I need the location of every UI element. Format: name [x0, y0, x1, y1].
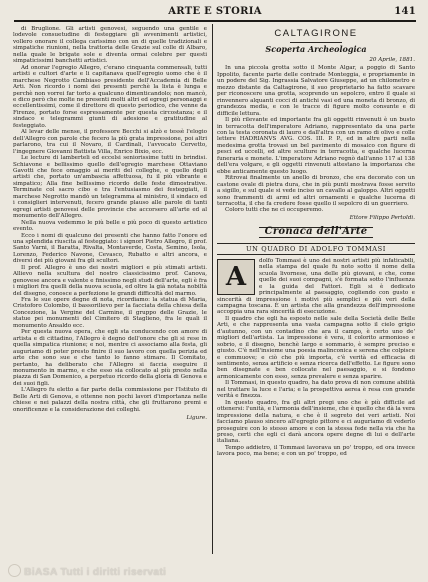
- chronicle-title: Cronaca dell'Arte: [259, 227, 374, 237]
- left-column: [13, 26, 207, 554]
- right-paragraph: Ritrovai finalmente un anello di bronzo, che era decorato con un castone ovale di pietra dura, che in più punti mostrava fosse servito a sigillo, e sul quale si vede inciso un cavallo al galoppo. Altri oggetti sono frammenti di armi ed altri ornamenti e qualche lucerna di terracotta, il che fa credere fosse quello il sepolcro di un guerriero.: [217, 175, 415, 207]
- left-paragraph: Al levar delle mense, il professore Becchi si alzò e tessè l'elogio dell'Allegro con parole che fecero la più grata impressione, poi altri parlarono, tra cui il Novaro, il Cardinali, l'avvocato Cervetto, l'ingegnere Giovanni Battista Villa, Enrico Bixio, ecc.: [13, 129, 207, 155]
- dropcap-ornament: [217, 259, 255, 295]
- article-title: UN QUADRO DI ADOLFO TOMMASI: [217, 243, 415, 255]
- right-paragraph: Coloro tutti che ne ci occuperemo.: [225, 207, 324, 214]
- watermark-text: BiASA Tutti i diritti riservati: [24, 566, 167, 578]
- watermark-logo-icon: [8, 564, 21, 577]
- left-signature: Ligure.: [186, 415, 207, 422]
- header-rule: [14, 20, 416, 22]
- left-paragraph: di Bruglione. Gli artisti genovesi, seguendo una gentile e lodevole consuetudine di festeggiare gli avvenimenti artistici, vollero onorare il collega carissimo con un di quelle tradizionali e simpatiche riunioni, nella trattoria delle Grazie sul colle di Albaro, nella quale le brigate sole e diventa ormai celebre per questi simpaticissimi banchetti artistici.: [13, 26, 207, 65]
- left-paragraph: L'Allegro fu eletto a far parte della commissione per l'Istituto di Belle Arti di Genova, e ottenne non pochi lavori d'importanza nelle chiese e nei palazzi della nostra città, che gli fruttarono premi e onorificenze e la considerazione dei colleghi.: [13, 387, 207, 413]
- article-body: [217, 258, 415, 458]
- left-paragraph: Le lecture di lamberteli ed eccelsi seniorissime tutti in brindisi. Schiavone e bellissimo quello dell'egregio marchese Ottaviano Gavotti che fece omaggio ai meriti del colleghe, e quello degli artisti che, portato un'ambascia affettuosa, fu il più vibrante e simpatico; Alla fine bellissimo ricordo delle feste dimostrative. Terminate col sacro cibo e tra l'entusiasmo dei festeggiati, il marchese Negrotto mandò un telegramma al ministro, il sindaco ed i consiglieri intervenuti, fecero grande plauso alle parole di tanti egregi artisti genovesi delle provincie che accorsero all'arte ed al monumento dell'Allegro.: [13, 155, 207, 220]
- left-paragraph: Nella nuova vedemmo le più belle e più poco di questo artistico evento.: [13, 219, 207, 233]
- section-subtitle: Scoperta Archeologica: [265, 44, 367, 54]
- chronicle-heading: [217, 227, 415, 237]
- left-paragraph: Il prof. Allegro è uno dei nostri migliori e più stimati artisti. Allievo nella scultura del nostro classicissimo prof. Canova, genovese ancora e valente e finissimo negli studi dell'arte, egli è fra i migliori fra quelli della nuova scuola, ed oltre la già notata nobiltà del disegno, conosce a perfezione le grandi difficoltà del marmo.: [13, 264, 207, 297]
- article-paragraph: Il Tommasi, in questo quadro, ha dato prova di non comune abilità nel trattare la luce e l'aria; e la prospettiva aerea è resa con grande verità e finezza.: [217, 380, 415, 400]
- right-signature: Ettore Filippo Pertoldi.: [349, 214, 415, 221]
- article-paragraph: Il quadro che egli ha esposto nelle sale della Società delle Belle Arti, e che rappresenta una vasta campagna sotto il cielo grigio d'autunno, con un contadino che ara il campo, è certo uno de' migliori dell'artista. La impressione è vera, il colorito armonioso e sobrio, e il disegno, benchè largo e sommario, è sempre preciso e giusto. C'è nell'insieme una poesia malinconica e serena che colpisce e commuove; e ciò che più importa, c'è verità ed efficacia di sentimento, senza artificio e senza ricerca dell'effetto. Le figure sono ben disegnate e ben collocate nel paesaggio, e si fondono armonicamente con esso, senza prevalere e senza sparire.: [217, 315, 415, 380]
- right-paragraph: Il più rilevante ed importante fra gli oggetti rinvenuti è un busto in terracotta dell'imperatore Adriano, rappresentato da una parte con la testa coronata di lauro e dall'altra con un ramo di olivo e colle lettere HADRIANVS AVG. COS. III. P. P., ed in altre parti nella medesima grotta trovasi un bel pavimento di mosaico con figure di pesci ed uccelli, ed altre sculture in terracotta, e qualche lucerna funeraria e monete. L'imperatore Adriano regnò dall'anno 117 al 138 dell'era volgare, e gli oggetti rinvenuti attestano la importanza che ebbe anticamente questo luogo.: [217, 117, 415, 175]
- right-paragraph: In una piccola grotta sotto il Monte Algar, a poggio di Santo Ippolito, facente parte delle contrade Monteggia, e propriamente in un podere del Sig. Ingrassia Salvatore Giuseppe, ad un chilometro e mezzo distante da Caltagirone, il suo proprietario ha fatto scavare per riconoscere una grotta, scoprendo un sepolcro, entro il quale si rinvennero alquanti cocci di antichi vasi ed una moneta di bronzo, di grandezza media, e con le tracce di figure molto consunte e di difficile lettura.: [217, 65, 415, 117]
- running-head: [14, 6, 416, 20]
- left-paragraph: Per questa nuova opera, che egli sta conducendo con amore di artista e di cittadino, l'Allegro è degno dell'onore che gli si rese in quella simpatica riunione; e noi, mentre ci associamo alla festa, gli auguriamo di poter presto finire il suo lavoro con quella perizia ed arte che sono sue e che tanto lo fanno stimare. Il Comitato, pertanto, ha deliberato che l'Allegro si faccia eseguire il monumento in marmo, e che esso sia collocato al più presto nella piazza di San Domenico, a perpetuo ricordo della gloria di Genova e dei suoi figli.: [13, 329, 207, 387]
- left-paragraph: Fra le sue opere degne di nota, ricordiamo: la statua di Maria, Cristoforo Colombo, il bassorilievo per la facciata della chiesa della Concezione, la Vergine del Carmine, il gruppo delle Grazie, le statue pei monumenti del Cimitero di Staglieno, fra le quali il monumento Ansaldo ecc.: [13, 297, 207, 329]
- article-paragraph: In questo quadro, fra gli altri pregi uno che è più difficile ad ottenersi: l'unità, e l'armonia dell'insieme, che è quello che dà la vera impressione della natura, e che è il segreto dei veri artisti. Noi facciamo plauso sincero all'egregio pittore e ci auguriamo di vederlo proseguire con lo stesso amore e con la stessa fede nella via che ha preso, certi che egli ci darà ancora opere degne di lui e dell'arte italiana.: [217, 399, 415, 445]
- watermark: [8, 564, 166, 578]
- right-column: [217, 26, 415, 556]
- section-rule: [290, 42, 342, 43]
- section-title: CALTAGIRONE: [274, 28, 358, 39]
- article-paragraph: dolfo Tommasi è uno dei nostri artisti più infaticabili, nella stampa del quale fu noto sotto il nome della scuola livornese, una delle più giovani, e che, come quelle dei suoi compagni, s'è formata sotto l'influenza e la guida del Fattori. Egli si è dedicato principalmente al paesaggio, cogliendo con gusto e sincerità di impressione i motivi più semplici e più veri della campagna toscana. È un artista che alla grandezza dell'impressione accoppia una rara sincerità di esecuzione.: [217, 257, 415, 316]
- journal-title: ARTE E STORIA: [168, 6, 262, 17]
- article-paragraph: Tempo addietro, il Tommasi lavorava un po' troppo, ed ora invece lavora poco, ma bene; e con un po' troppo, ed: [217, 444, 415, 458]
- column-divider: [212, 24, 213, 554]
- dateline: 20 Aprile, 1881.: [369, 57, 415, 63]
- left-paragraph: Ad onorar l'egregio Allegro, c'erano cinquanta commensali, tutti artisti e cultori d'arte e li capitanava quell'egregio uomo che è il marchese Negrotto Cambiaso presidente dell'Accademia di Belle Arti. Non ricordo i nomi dei presenti perchè la lista è lunga e perchè non vorrei far torto a qualcuno dimenticandolo; non mancò, e dico però che molte ne presenti molti altri ed egregi personaggi e eccellentissimi, come il direttore di questo periodico, che venne da Firenze, portato forse espressamente per questa circostanza; e il sindaco e telegrammi giunti di adesione e gratitudine al festeggiato.: [13, 64, 207, 129]
- page-number: 141: [394, 6, 416, 17]
- dropcap-letter: A: [225, 261, 247, 292]
- left-paragraph: Ecco i nomi di qualcuno dei presenti che hanno fatto l'onore ed una splendida riuscita al festeggiato: i signori Pietro Allegro, il prof. Santo Varni, il Baratta, Rivalta, Montaverde, Costa, Semino, Isola, Lorenzo, Federico Navone, Cevasco, Rubatto e altri ancora, e diversi dei più giovani fra gli scultori.: [13, 232, 207, 265]
